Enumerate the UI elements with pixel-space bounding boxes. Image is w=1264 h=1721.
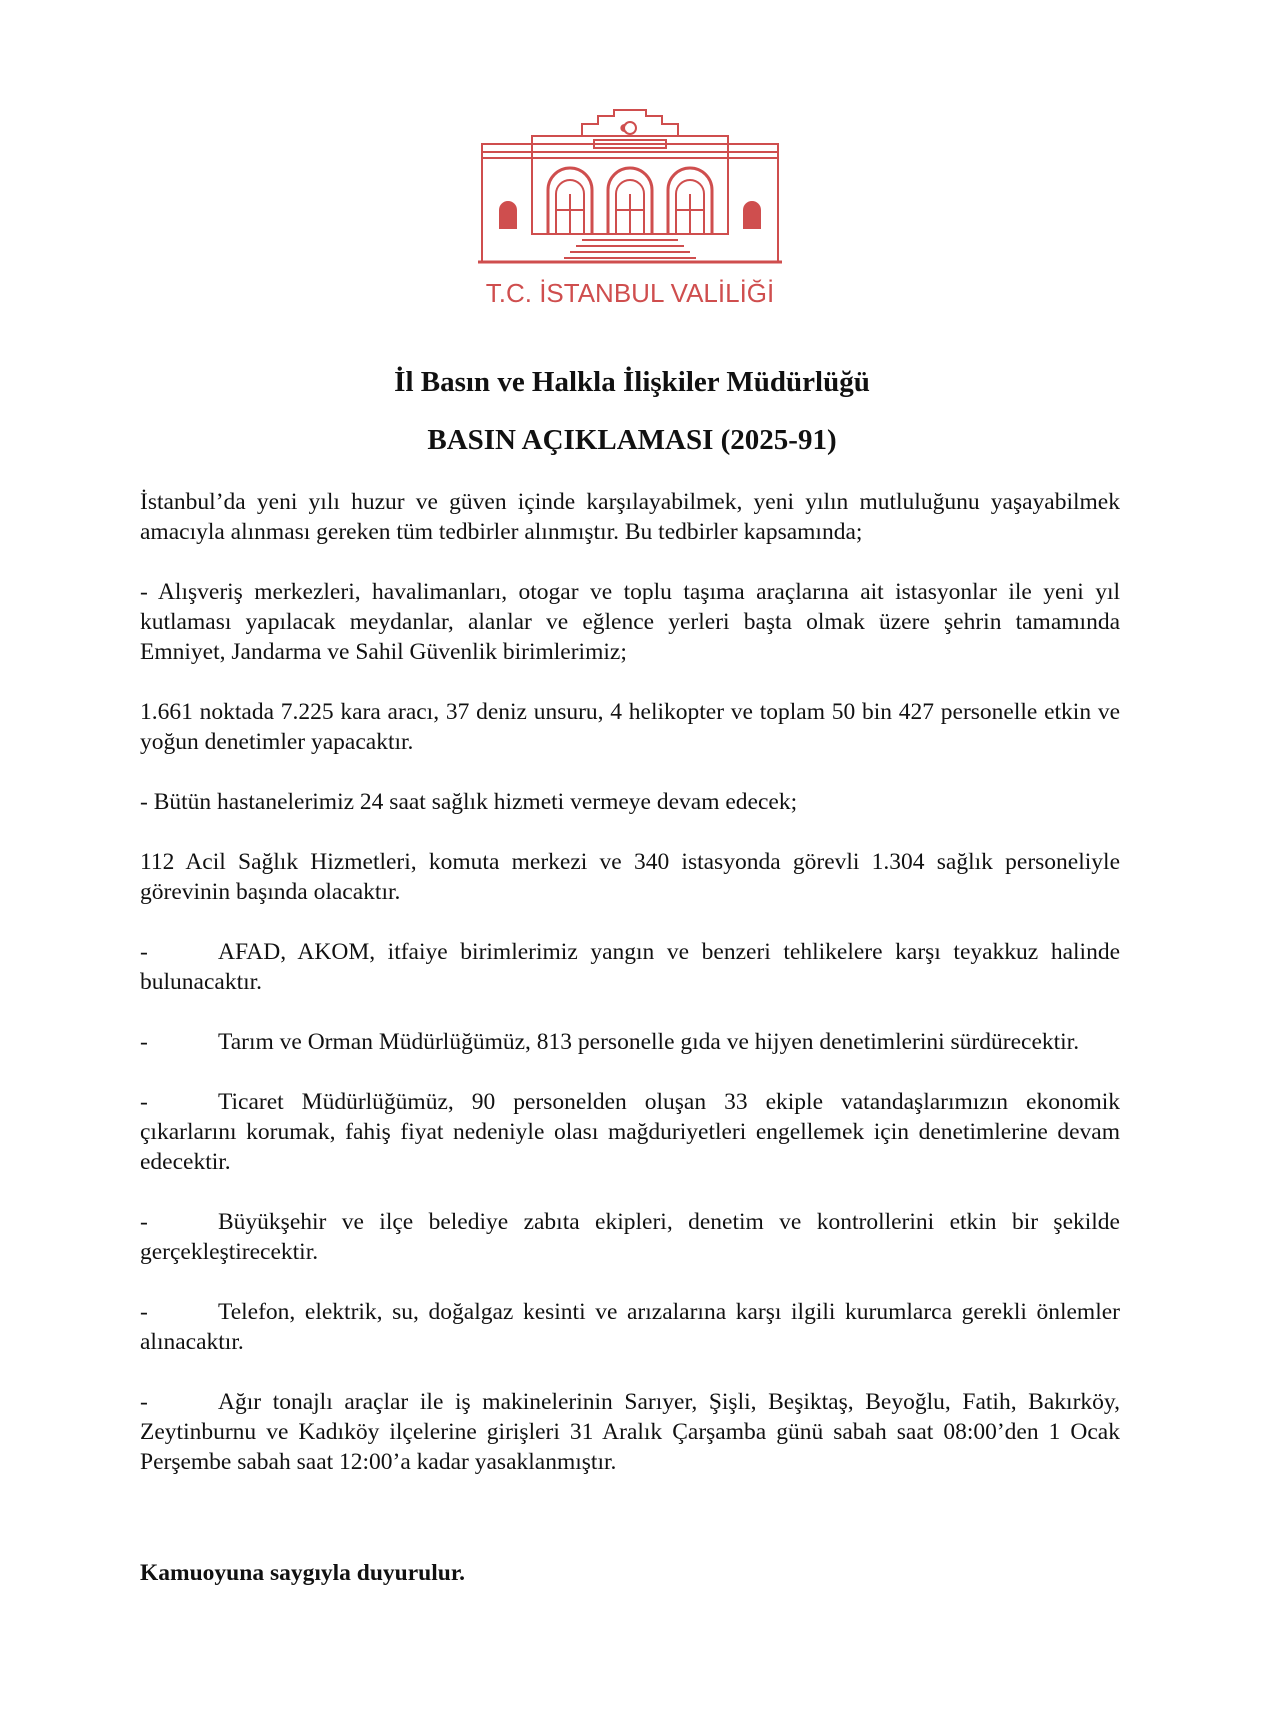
paragraph-text: - Bütün hastanelerimiz 24 saat sağlık hizmeti vermeye devam edecek; bbox=[140, 789, 798, 815]
building-emblem-icon bbox=[474, 106, 786, 328]
paragraph-text: Ağır tonajlı araçlar ile iş makinelerinin Sarıyer, Şişli, Beşiktaş, Beyoğlu, Fatih, Bakırköy, Zeytinburnu ve Kadıköy ilçelerine girişleri 31 Aralık Çarşamba günü sabah saat 08:00’den 1 Ocak Perşembe sabah saat 12:00’a kadar yasaklanmıştır. bbox=[140, 1389, 1120, 1475]
department-heading: İl Basın ve Halkla İlişkiler Müdürlüğü bbox=[394, 366, 870, 398]
paragraph bbox=[140, 787, 1120, 817]
bullet-dash: - bbox=[140, 1089, 148, 1115]
paragraph-text: 1.661 noktada 7.225 kara aracı, 37 deniz unsuru, 4 helikopter ve toplam 50 bin 427 personelle etkin ve yoğun denetimler yapacaktır. bbox=[140, 699, 1120, 755]
paragraph-text: Telefon, elektrik, su, doğalgaz kesinti ve arızalarına karşı ilgili kurumlarca gerekli önlemler alınacaktır. bbox=[140, 1299, 1120, 1355]
paragraph bbox=[140, 847, 1120, 907]
bullet-dash: - bbox=[140, 1389, 148, 1415]
paragraph bbox=[140, 697, 1120, 757]
paragraph bbox=[140, 487, 1120, 547]
bullet-dash: - bbox=[140, 1029, 148, 1055]
paragraph-text: Tarım ve Orman Müdürlüğümüz, 813 personelle gıda ve hijyen denetimlerini sürdürecektir. bbox=[218, 1029, 1080, 1055]
bullet-dash: - bbox=[140, 1299, 148, 1325]
bullet-paragraph bbox=[140, 1387, 1120, 1477]
governorship-logo bbox=[474, 106, 786, 328]
paragraph-text: İstanbul’da yeni yılı huzur ve güven içinde karşılayabilmek, yeni yılın mutluluğunu yaşayabilmek amacıyla alınması gereken tüm tedbirler alınmıştır. Bu tedbirler kapsamında; bbox=[140, 489, 1120, 545]
bullet-dash: - bbox=[140, 1209, 148, 1235]
bullet-paragraph bbox=[140, 1297, 1120, 1357]
bullet-paragraph bbox=[140, 1087, 1120, 1177]
bullet-paragraph bbox=[140, 1027, 1120, 1057]
bullet-dash: - bbox=[140, 939, 148, 965]
bullet-paragraph bbox=[140, 1207, 1120, 1267]
paragraph-text: - Alışveriş merkezleri, havalimanları, otogar ve toplu taşıma araçlarına ait istasyonlar ile yeni yıl kutlaması yapılacak meydanlar, alanlar ve eğlence yerleri başta olmak üzere şehrin tamamında Emniyet, Jandarma ve Sahil Güvenlik birimlerimiz; bbox=[140, 579, 1120, 665]
press-release-title: BASIN AÇIKLAMASI (2025-91) bbox=[427, 424, 837, 456]
logo-wordmark: T.C. İSTANBUL VALİLİĞİ bbox=[485, 278, 775, 308]
paragraph-text: AFAD, AKOM, itfaiye birimlerimiz yangın ve benzeri tehlikelere karşı teyakkuz halinde bulunacaktır. bbox=[140, 939, 1120, 995]
paragraph-text: Büyükşehir ve ilçe belediye zabıta ekipleri, denetim ve kontrollerini etkin bir şekilde gerçekleştirecektir. bbox=[140, 1209, 1120, 1265]
paragraph bbox=[140, 577, 1120, 667]
bullet-paragraph bbox=[140, 937, 1120, 997]
paragraph-text: Ticaret Müdürlüğümüz, 90 personelden oluşan 33 ekiple vatandaşlarımızın ekonomik çıkarlarını korumak, fahiş fiyat nedeniyle olası mağduriyetleri engellemek için denetimlerine devam edecektir. bbox=[140, 1089, 1120, 1175]
press-release-body bbox=[140, 487, 1120, 1507]
closing-statement: Kamuoyuna saygıyla duyurulur. bbox=[140, 1560, 465, 1586]
paragraph-text: 112 Acil Sağlık Hizmetleri, komuta merkezi ve 340 istasyonda görevli 1.304 sağlık personeliyle görevinin başında olacaktır. bbox=[140, 849, 1120, 905]
